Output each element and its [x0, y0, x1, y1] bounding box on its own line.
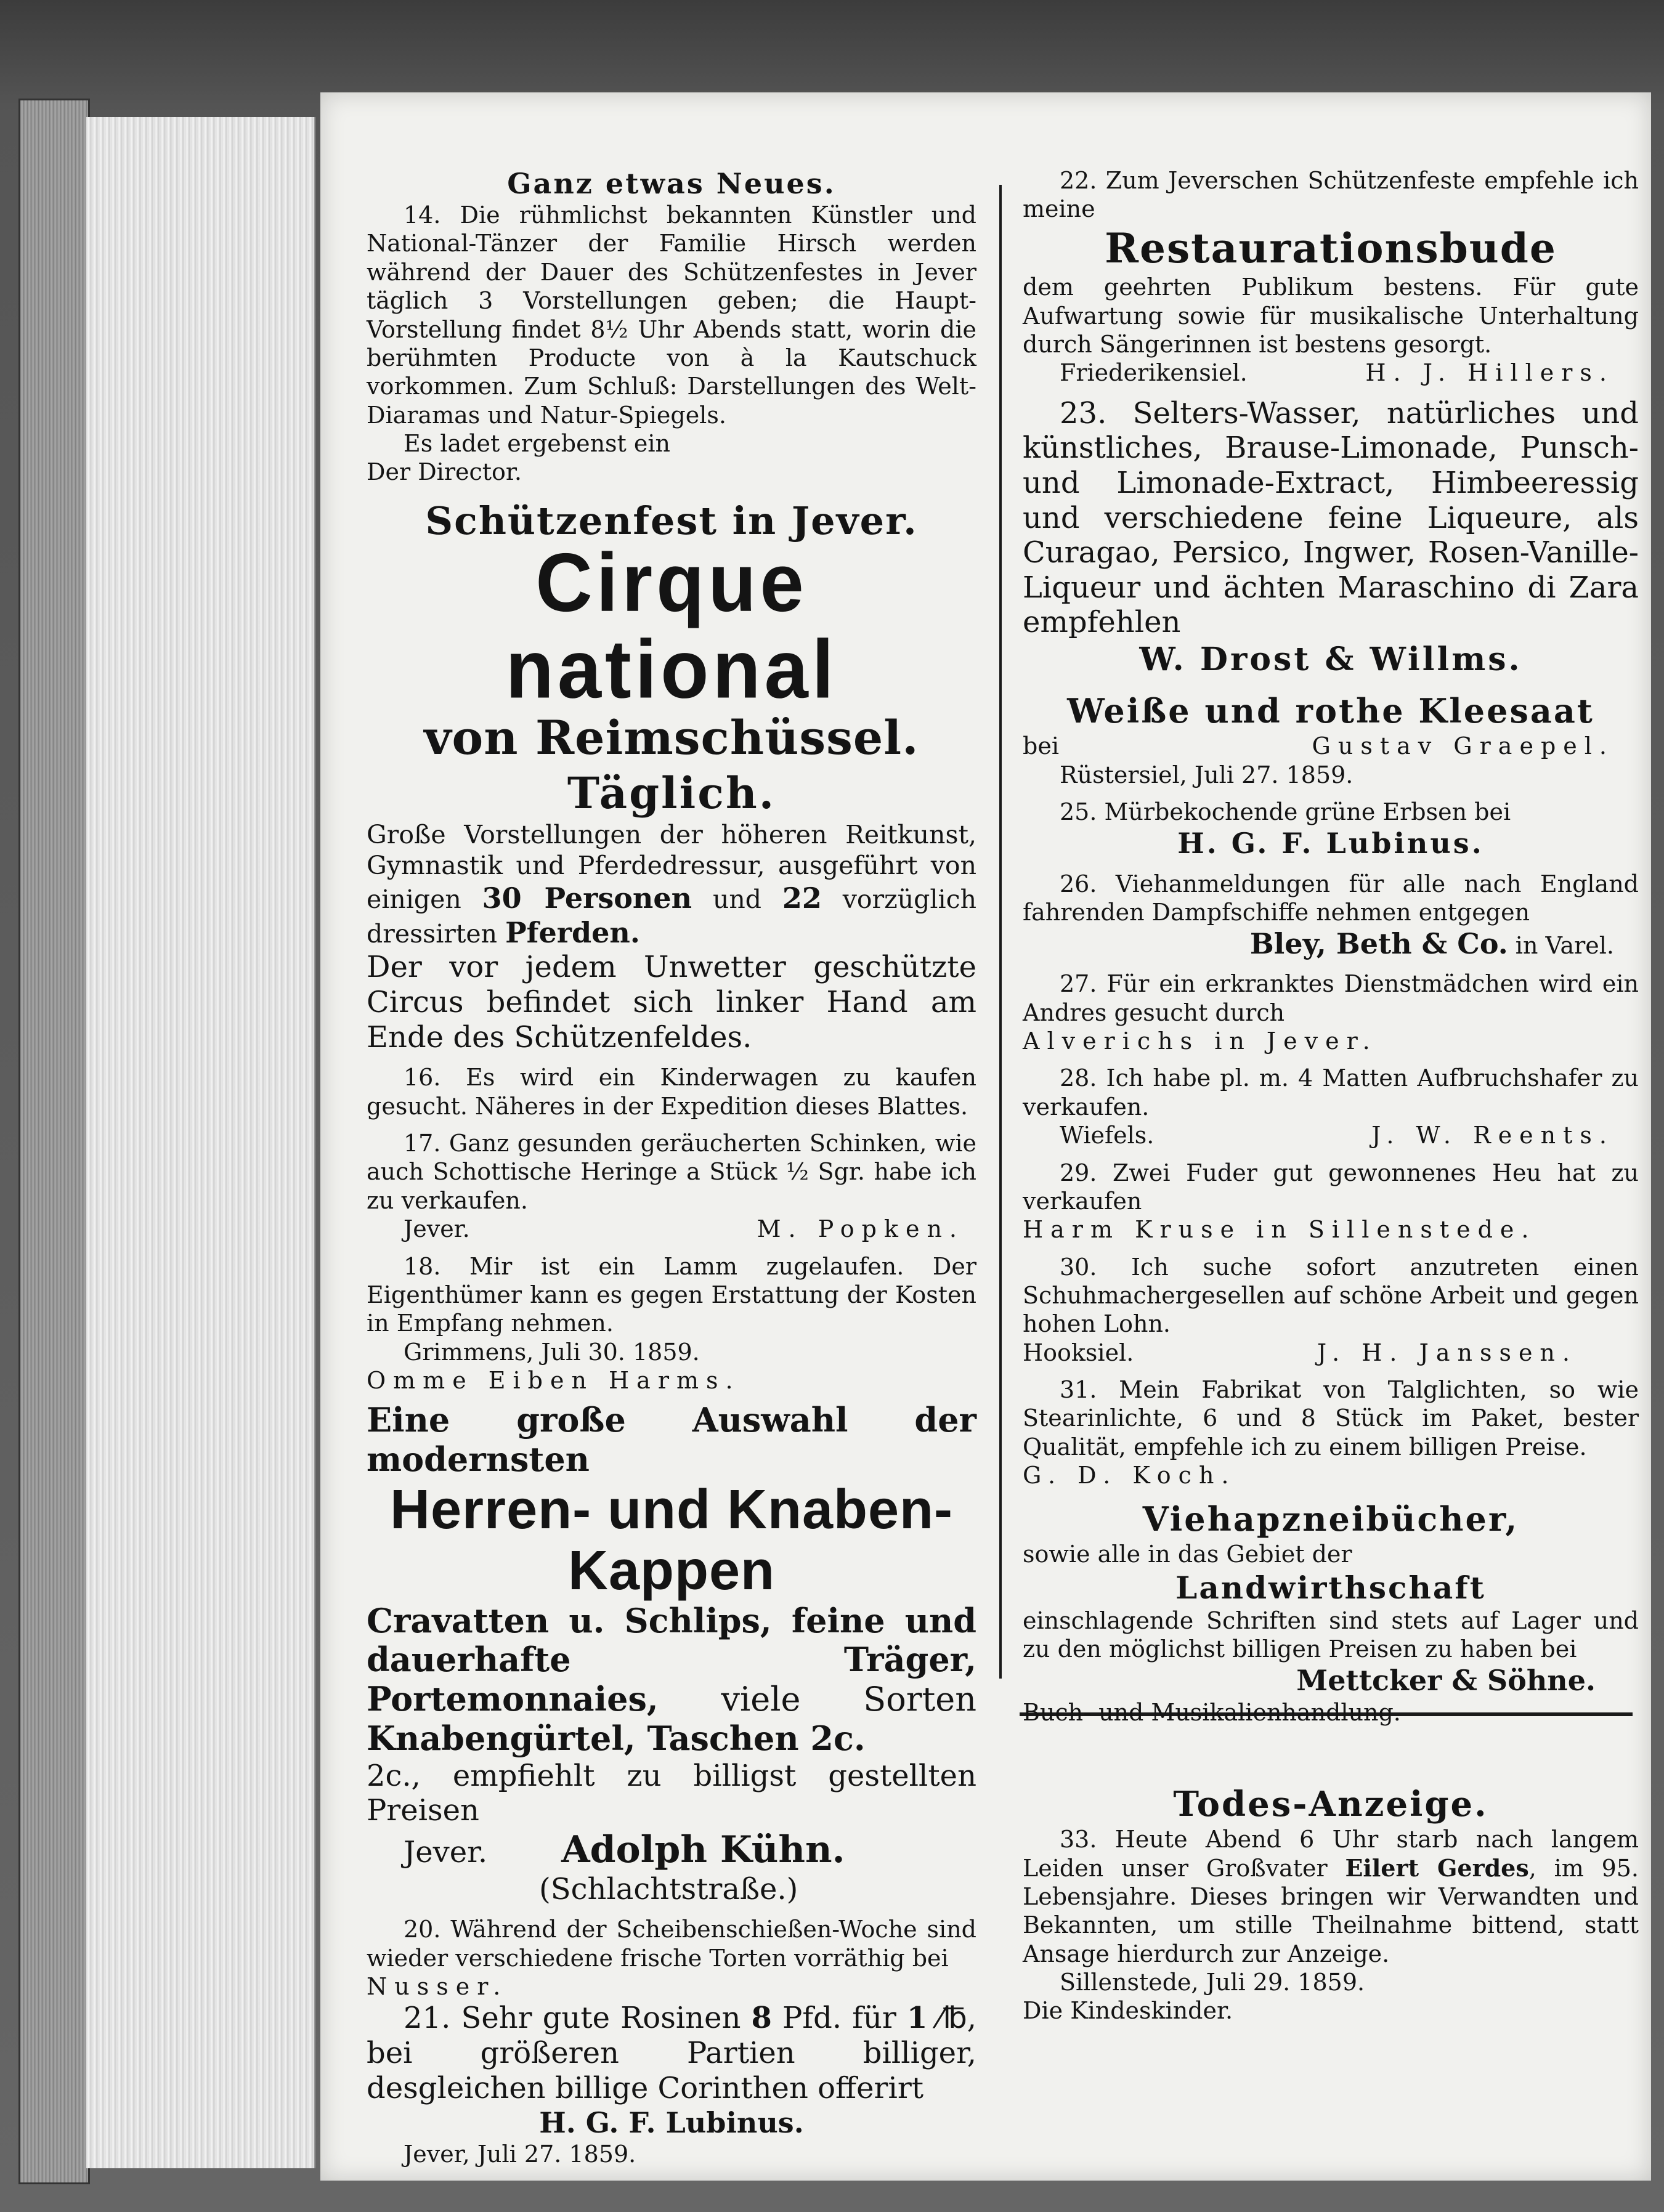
cirque-text-b: und — [692, 885, 782, 915]
heading-taeglich: Täglich. — [567, 767, 776, 819]
ad-17-signature: M. Popken. — [757, 1215, 964, 1243]
ad-32-sub: sowie alle in das Gebiet der — [1023, 1541, 1352, 1568]
ad-24-date: Rüstersiel, Juli 27. 1859. — [1060, 761, 1354, 788]
ad-19-cravatten — [367, 1602, 976, 1759]
ad-17-text: 17. Ganz gesunden geräucherten Schinken, wie auch Schottische Heringe a Stück ½ Sgr. habe ich zu verkaufen. — [367, 1130, 976, 1214]
ad-24-kleesaat: Weiße und rothe Kleesaat — [1067, 691, 1594, 731]
ad-32-signature: Mettcker & Söhne. — [1296, 1664, 1596, 1698]
ad-19-address: (Schlachtstraße.) — [539, 1871, 798, 1906]
page-edges — [86, 117, 315, 2168]
left-column — [367, 166, 976, 2169]
ad-30-place: Hooksiel. — [1023, 1339, 1134, 1366]
ad-19-herren-kappen: Herren- und Knaben-Kappen — [389, 1478, 954, 1602]
cirque-22: 22 — [782, 881, 822, 915]
ad-26-text: 26. Viehanmeldungen für alle nach England fahrenden Dampfschiffe nehmen entgegen — [1023, 870, 1639, 926]
book-spine — [18, 99, 90, 2184]
ad-22-place: Friederikensiel. — [1060, 359, 1248, 387]
ad-21-b: 8 — [751, 2001, 772, 2036]
heading-reimschuessel: von Reimschüssel. — [424, 710, 919, 766]
heading-ganz-etwas-neues: Ganz etwas Neues. — [507, 167, 836, 200]
ad-29-text: 29. Zwei Fuder gut gewonnenes Heu hat zu verkaufen — [1023, 1159, 1639, 1215]
ad-19-place: Jever. — [404, 1834, 488, 1870]
ad-21-c: Pfd. für — [771, 2001, 907, 2036]
ad-32-shop: Buch- und Musikalienhandlung. — [1023, 1698, 1401, 1726]
ad-19-portemonnaies: Portemonnaies, — [367, 1679, 659, 1719]
ad-28-place: Wiefels. — [1060, 1122, 1155, 1149]
ad-19-auswahl: Eine große Auswahl der modernsten — [367, 1400, 976, 1480]
ad-32-text: einschlagende Schriften sind stets auf Lager und zu den möglichst billigen Preisen zu haben bei — [1023, 1606, 1639, 1663]
ad-32-heading: Viehарzneibücher, — [1142, 1499, 1519, 1539]
ad-26-signature: Bley, Beth & Co. — [1249, 927, 1508, 961]
ad-28-text: 28. Ich habe pl. m. 4 Matten Aufbruchshafer zu verkaufen. — [1023, 1064, 1639, 1120]
ad-19-viele: viele Sorten — [658, 1680, 976, 1719]
ad-20-signature: Nusser. — [367, 1973, 508, 2000]
ad-33-date: Sillenstede, Juli 29. 1859. — [1060, 1969, 1365, 1996]
ad-33-b: , im 95. Lebensjahre. Dieses bringen wir Verwandten und Bekannten, um stille Theilnahme bittend, statt Ansage hierdurch zur Anzeige. — [1023, 1854, 1639, 1967]
ad-21-d: 1 — [906, 2001, 928, 2036]
ad-20-text: 20. Während der Scheibenschießen-Woche sind wieder verschiedene frische Torten vorräthig bei — [367, 1916, 976, 1972]
cirque-description — [367, 819, 976, 950]
ad-22-footer — [1023, 359, 1639, 387]
ad-17-place: Jever. — [404, 1215, 470, 1243]
ad-18-date: Grimmens, Juli 30. 1859. — [404, 1338, 700, 1366]
ad-24-footer — [1023, 732, 1639, 760]
ad-18-signature: Omme Eiben Harms. — [367, 1366, 741, 1394]
ad-33-text — [1023, 1825, 1639, 1968]
column-divider — [999, 185, 1002, 1679]
ad-21-text — [367, 2001, 976, 2105]
ad-27-text: 27. Für ein erkranktes Dienstmädchen wird ein Andres gesucht durch — [1023, 970, 1639, 1026]
ad-22-signature: H. J. Hillers. — [1365, 359, 1614, 387]
ad-17-footer — [367, 1215, 976, 1243]
ad-18-text: 18. Mir ist ein Lamm zugelaufen. Der Eigenthümer kann es gegen Erstattung der Kosten in Empfang nehmen. — [367, 1252, 976, 1337]
ad-26-footer — [1023, 926, 1639, 961]
ad-30-signature: J. H. Janssen. — [1317, 1339, 1577, 1366]
ad-29-signature: Harm Kruse in Sillenstede. — [1023, 1216, 1536, 1244]
ad-19-knaben: Knabengürtel, Taschen 2c. — [367, 1718, 866, 1758]
ad-28-footer — [1023, 1121, 1639, 1149]
ad-22-text: 22. Zum Jeverschen Schützenfeste empfehle ich meine — [1023, 167, 1639, 223]
ad-25-text: 25. Mürbekochende grüne Erbsen bei — [1060, 798, 1511, 826]
ad-19-signature: Adolph Kühn. — [561, 1828, 845, 1871]
heading-schuetzenfest: Schützenfest in Jever. — [425, 498, 918, 543]
ad-33-a: 33. Heute Abend 6 Uhr starb nach langem Leiden unser Großvater — [1023, 1826, 1639, 1882]
right-column — [1023, 166, 1639, 2025]
ad-33-signature: Die Kindeskinder. — [1023, 1997, 1233, 2025]
ad-14-invite: Es ladet ergebenst ein — [404, 429, 671, 457]
ad-21-e: ⁄℔, bei größeren Partien billiger, desgleichen billige Corinthen offerirt — [367, 2001, 977, 2105]
cirque-pferden: Pferden. — [505, 916, 640, 950]
ad-23-text: 23. Selters-Wasser, natürliches und künstliches, Brause-Limonade, Punsch- und Limonade-Extract, Himbeeressig und verschiedene feine Liqueure, als Curagao, Persico, Ingwer, Rosen-Vanille-Liqueur und ächten Maraschino di Zara empfehlen — [1023, 395, 1639, 640]
ad-19-footer — [367, 1828, 976, 1872]
ad-22-restaurationsbude: Restaurationsbude — [1105, 224, 1557, 272]
heading-cirque-national: Cirque national — [505, 537, 838, 716]
ad-28-signature: J. W. Reents. — [1371, 1122, 1614, 1149]
ad-14-text: 14. Die rühmlichst bekannten Künstler und National-Tänzer der Familie Hirsch werden während der Dauer des Schützenfestes in Jever täglich 3 Vorstellungen geben; die Haupt-Vorstellung findet 8½ Uhr Abends statt, worin die berühmten Producte von à la Kautschuck vorkommen. Zum Schluß: Darstellungen des Welt-Diaramas und Natur-Spiegels. — [367, 201, 976, 429]
ad-31-text: 31. Mein Fabrikat von Talglichten, so wie Stearinlichte, 6 und 8 Stück im Paket, bester Qualität, empfehle ich zu einem billigen Preise. — [1023, 1376, 1639, 1460]
ad-30-text: 30. Ich suche sofort anzutreten einen Schuhmachergesellen auf schöne Arbeit und gegen hohen Lohn. — [1023, 1253, 1639, 1338]
ad-19-cravatten-text: Cravatten u. Schlips, feine und dauerhafte Träger, — [367, 1600, 976, 1680]
ad-25-signature: H. G. F. Lubinus. — [1177, 827, 1484, 861]
cirque-30-personen: 30 Personen — [482, 881, 692, 915]
ad-30-footer — [1023, 1339, 1639, 1367]
ad-24-signature: Gustav Graepel. — [1312, 732, 1614, 760]
heading-todes-anzeige: Todes-Anzeige. — [1173, 1783, 1488, 1825]
cirque-text-c: vorzüglich dressirten — [367, 885, 976, 949]
ad-27-signature: Alverichs in Jever. — [1023, 1027, 1378, 1055]
ad-14-signature: Der Director. — [367, 458, 522, 486]
ad-21-signature: H. G. F. Lubinus. — [539, 2106, 804, 2140]
ad-33-name: Eilert Gerdes — [1345, 1853, 1529, 1882]
ad-32-landwirthschaft: Landwirthschaft — [1175, 1569, 1486, 1606]
ad-21-date: Jever, Juli 27. 1859. — [404, 2141, 636, 2168]
ad-19-empfiehlt: 2c., empfiehlt zu billigst gestellten Preisen — [367, 1758, 976, 1828]
ad-21-a: 21. Sehr gute Rosinen — [404, 2001, 752, 2036]
ad-24-bei: bei — [1023, 732, 1059, 760]
ad-26-place: in Varel. — [1508, 932, 1614, 960]
cirque-text-a: Große Vorstellungen der höheren Reitkunst, Gymnastik und Pferdedressur, ausgeführt von einigen — [367, 820, 976, 915]
ad-23-signature: W. Drost & Willms. — [1139, 641, 1522, 679]
ad-31-signature: G. D. Koch. — [1023, 1462, 1236, 1489]
ad-16-text: 16. Es wird ein Kinderwagen zu kaufen gesucht. Näheres in der Expedition dieses Blattes. — [367, 1064, 976, 1120]
cirque-circus-note: Der vor jedem Unwetter geschützte Circus befindet sich linker Hand am Ende des Schützenfeldes. — [367, 950, 976, 1055]
ad-22-description: dem geehrten Publikum bestens. Für gute Aufwartung sowie für musikalische Unterhaltung durch Sängerinnen ist bestens gesorgt. — [1023, 273, 1639, 358]
